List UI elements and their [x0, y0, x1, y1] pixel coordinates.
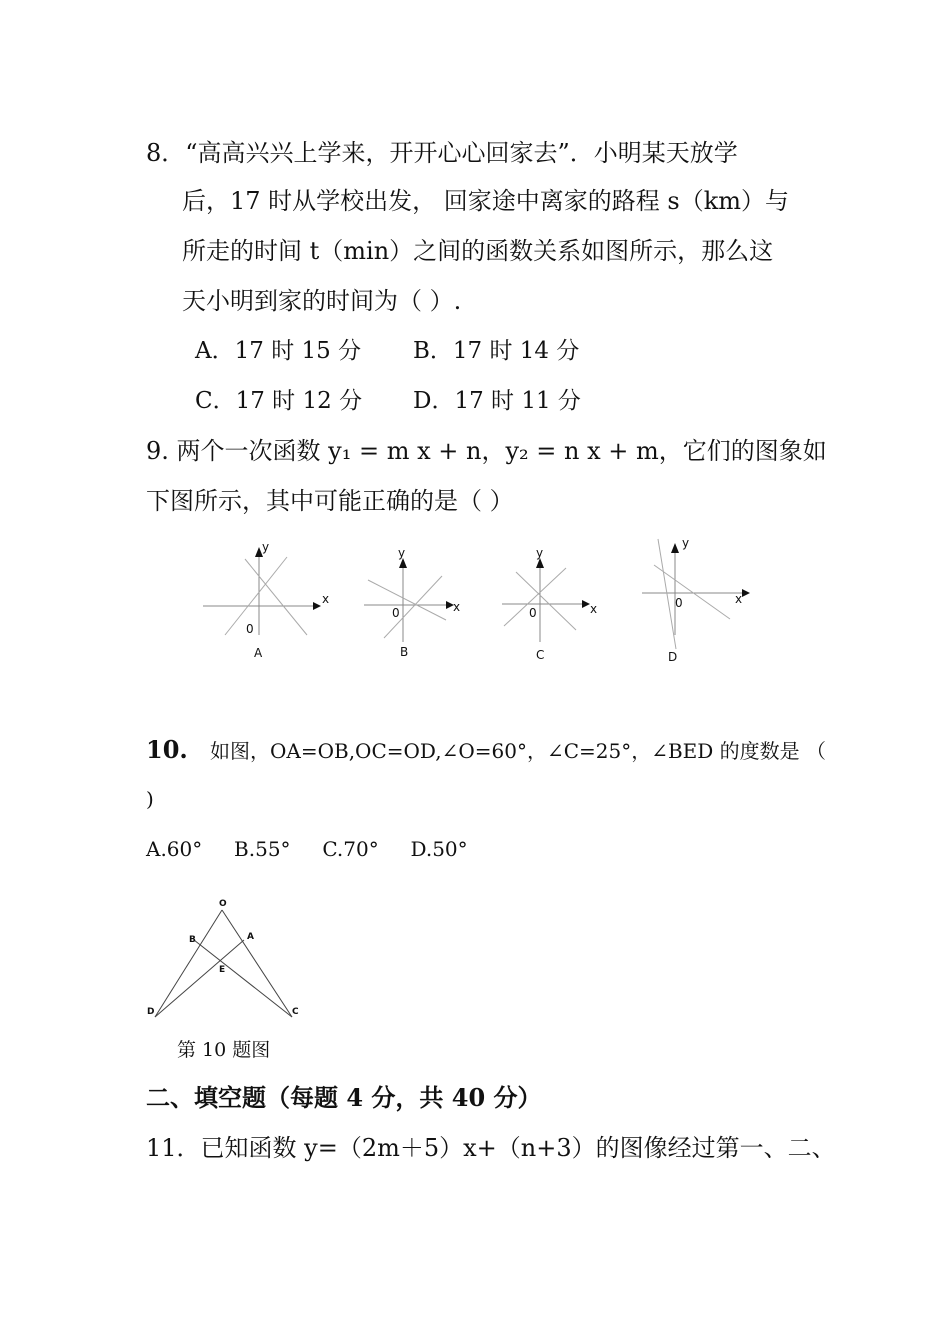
q9-graph-c: [500, 550, 620, 670]
q8-line1: 8．“高高兴兴上学来，开开心心回家去”．小明某天放学: [146, 139, 738, 167]
q9-graph-b-x-label: x: [453, 600, 461, 614]
q9-graph-d-caption: D: [668, 650, 678, 664]
q9-graph-d: [640, 535, 770, 665]
q11-line1: 11．已知函数 y=（2m＋5）x+（n+3）的图像经过第一、二、: [146, 1134, 836, 1162]
q10-label-a: A: [247, 932, 254, 942]
q10-label-c: C: [292, 1007, 299, 1017]
q9-graph-d-x-label: x: [735, 592, 743, 606]
q10-label-e: E: [219, 965, 226, 975]
q10-label-d: D: [147, 1007, 155, 1017]
q10-close-paren: ): [146, 787, 154, 811]
q9-graph-d-y-label: y: [682, 536, 690, 550]
q9-graph-a-y-label: y: [262, 540, 270, 554]
q8-line3: 所走的时间 t（min）之间的函数关系如图所示，那么这: [182, 237, 774, 265]
q9-graph-a: [195, 535, 335, 675]
q8-line4: 天小明到家的时间为（ ）.: [182, 287, 462, 315]
q9-line1: 9. 两个一次函数 y₁ = m x + n，y₂ = n x + m，它们的图象如: [146, 437, 827, 465]
q9-graph-c-x-label: x: [590, 602, 598, 616]
q8-option-a: A．17 时 15 分: [195, 338, 362, 364]
q8-option-d: D．17 时 11 分: [413, 388, 581, 414]
q9-graph-b-caption: B: [400, 645, 409, 659]
q10-triangle-figure: [145, 895, 305, 1025]
q10-number: 10.: [146, 735, 188, 764]
section2-heading: 二、填空题（每题 4 分，共 40 分）: [146, 1083, 542, 1112]
q10-text: 如图，OA=OB,OC=OD,∠O=60°，∠C=25°，∠BED 的度数是 （: [210, 739, 827, 763]
q8-option-c: C．17 时 12 分: [195, 388, 363, 414]
q9-graph-c-y-label: y: [536, 546, 544, 560]
q10-label-o: O: [219, 899, 227, 909]
q9-graph-b-origin: 0: [392, 606, 400, 620]
q9-graph-a-origin: 0: [246, 622, 254, 636]
q9-graph-b-y-label: y: [398, 546, 406, 560]
q9-graph-c-origin: 0: [529, 606, 537, 620]
q9-line2: 下图所示，其中可能正确的是（ ）: [146, 487, 514, 515]
q9-graph-c-caption: C: [536, 648, 545, 662]
q9-graph-a-x-label: x: [322, 592, 330, 606]
q9-graph-b: [362, 550, 482, 670]
q9-graph-d-origin: 0: [675, 596, 683, 610]
q8-option-b: B．17 时 14 分: [413, 338, 580, 364]
q9-graph-a-caption: A: [254, 646, 263, 660]
q8-line2: 后，17 时从学校出发， 回家途中离家的路程 s（km）与: [182, 187, 790, 215]
q10-label-b: B: [189, 935, 196, 945]
q10-options: A.60° B.55° C.70° D.50°: [146, 837, 468, 861]
q10-figure-caption: 第 10 题图: [177, 1039, 271, 1061]
